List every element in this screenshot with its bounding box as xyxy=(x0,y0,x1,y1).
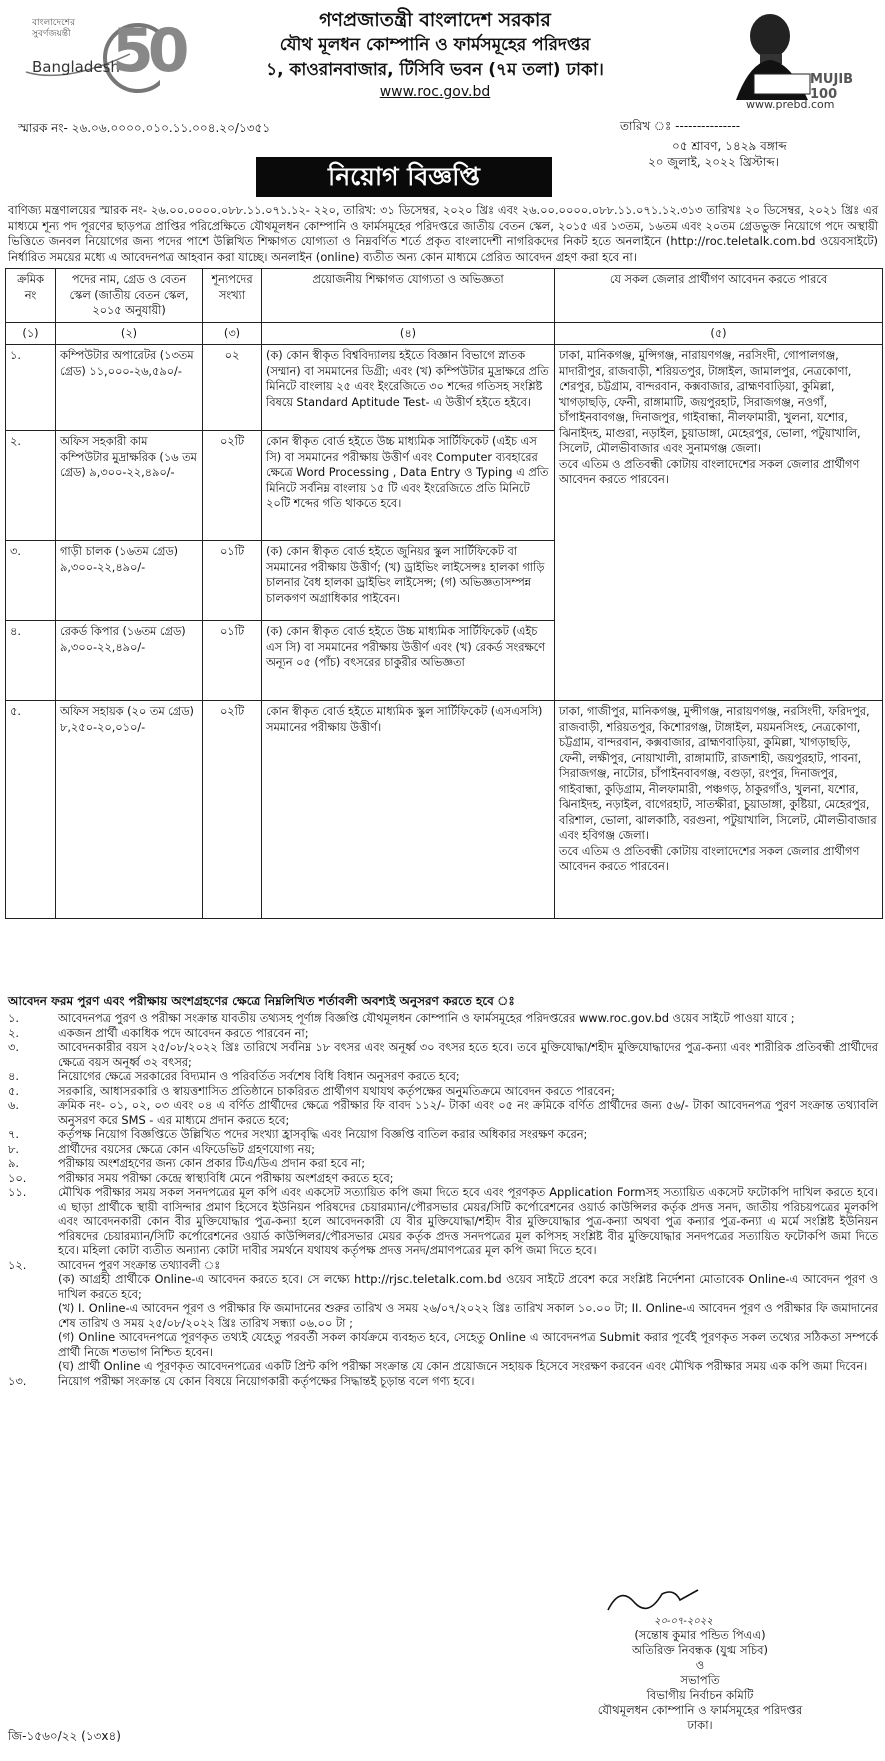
memo-number: স্মারক নং- ২৬.০৬.০০০০.০১০.১১.০০৪.২০/১৩৫১ xyxy=(18,121,271,135)
mujib-badge: MUJIB 100 xyxy=(810,72,854,102)
office-header xyxy=(200,8,670,101)
item-number: ৬. xyxy=(8,1098,20,1112)
list-item xyxy=(8,1156,878,1171)
quota-note: তবে এতিম ও প্রতিবন্ধী কোটায় বাংলাদেশের সকল জেলার প্রার্থীগণ আবেদন করতে পারবেন। xyxy=(559,844,860,873)
item-number xyxy=(8,1330,58,1359)
item-text: (গ) Online আবেদনপত্রে পূরণকৃত তথ্যই যেহেতু পরবর্তী সকল কার্যক্রমে ব্যবহৃত হবে, সেহেতু Online এ আবেদনপত্র Submit করার পূর্বেই পূরণকৃত সকল তথ্যের সঠিকতা সম্পর্কে প্রার্থী নিজে শতভাগ নিশ্চিত হবেন। xyxy=(58,1330,878,1359)
item-number: ৭. xyxy=(8,1127,20,1141)
item-text: আবেদনকারীর বয়স ২৫/০৮/২০২২ খ্রিঃ তারিখে সর্বনিম্ন ১৮ বৎসর এবং অনূর্ধ্ব ৩০ বৎসর হতে হবে। তবে মুক্তিযোদ্ধা/শহীদ মুক্তিযোদ্ধাদের পুত্র-কন্যা এবং শারীরিক প্রতিবন্ধী প্রার্থীদের ক্ষেত্রে বয়স অনূর্ধ্ব ৩২ বৎসর; xyxy=(58,1040,878,1069)
item-number: ১. xyxy=(8,1011,20,1025)
date-english: ২০ জুলাই, ২০২২ খ্রিস্টাব্দ। xyxy=(648,155,779,169)
item-text: (ঘ) প্রার্থী Online এ পূরণকৃত আবেদনপত্রের একটি প্রিন্ট কপি পরীক্ষা সংক্রান্ত যে কোন প্রয়োজনে সহায়ক হিসেবে সংরক্ষণ করবেন এবং মৌখিক পরীক্ষার সময় এক কপি জমা দিবেন। xyxy=(58,1359,868,1373)
list-item xyxy=(8,1185,878,1258)
item-number: ১১. xyxy=(8,1185,27,1199)
office-address: ১, কাওরানবাজার, টিসিবি ভবন (৭ম তলা) ঢাকা। xyxy=(266,60,604,80)
signatory-role: সভাপতি xyxy=(680,1673,720,1687)
list-item xyxy=(8,1272,878,1301)
signature-office: যৌথমূলধন কোম্পানি ও ফার্মসমূহের পরিদপ্তর xyxy=(597,1703,803,1717)
item-number xyxy=(8,1359,58,1374)
post-cell: রেকর্ড কিপার (১৬তম গ্রেড) ৯,৩০০-২২,৪৯০/- xyxy=(56,621,203,701)
item-number: ৮. xyxy=(8,1141,20,1156)
item-text: নিয়োগ পরীক্ষা সংক্রান্ত যে কোন বিষয়ে নিয়োগকারী কর্তৃপক্ষের সিদ্ধান্তই চূড়ান্ত বলে গণ্য হবে। xyxy=(58,1373,475,1388)
post-cell: গাড়ী চালক (১৬তম গ্রেড) ৯,৩০০-২২,৪৯০/- xyxy=(56,541,203,621)
serial-cell: ১. xyxy=(6,345,56,431)
vacancy-count-cell: ০২টি xyxy=(203,701,262,919)
post-cell: অফিস সহকারী কাম কম্পিউটার মুদ্রাক্ষরিক (১৬ তম গ্রেড) ৯,৩০০-২২,৪৯০/- xyxy=(56,431,203,541)
list-item xyxy=(8,1098,878,1127)
watermark-site: www.prebd.com xyxy=(746,98,835,111)
column-number: (৩) xyxy=(203,322,262,345)
item-text: প্রার্থীদের বয়সের ক্ষেত্রে কোন এফিডেভিট গ্রহণযোগ্য নয়; xyxy=(58,1141,316,1156)
serial-cell: ৪. xyxy=(6,621,56,701)
table-numbering-row xyxy=(6,322,883,345)
logo-number: 50 xyxy=(112,16,184,86)
districts-list: ঢাকা, গাজীপুর, মানিকগঞ্জ, মুন্সীগঞ্জ, নারায়ণগঞ্জ, নরসিংদী, ফরিদপুর, রাজবাড়ী, শরিয়তপুর, কিশোরগঞ্জ, টাঙ্গাইল, ময়মনসিংহ, নেত্রকোণা, চট্টগ্রাম, বান্দরবান, কক্সবাজার, ব্রাহ্মণবাড়িয়া, কুমিল্লা, খাগড়াছড়ি, ফেনী, লক্ষীপুর, নোয়াখালী, রাঙ্গামাটি, রাজশাহী, জয়পুরহাট, পাবনা, সিরাজগঞ্জ, নাটোর, চাঁপাইনবাবগঞ্জ, বগুড়া, রংপুর, দিনাজপুর, গাইবান্ধা, কুড়িগ্রাম, নীলফামারী, পঞ্চগড়, ঠাকুরগাঁও, খুলনা, যশোর, ঝিনাইদহ, নড়াইল, বাগেরহাট, সাতক্ষীরা, চুয়াডাঙ্গা, কুষ্টিয়া, মেহেরপুর, বরিশাল, ভোলা, ঝালকাঠি, বরগুনা, পটুয়াখালি, সিলেট, মৌলভীবাজার এবং হবিগঞ্জ জেলা। xyxy=(559,705,877,842)
districts-list: ঢাকা, মানিকগঞ্জ, মুন্সিগঞ্জ, নারায়ণগঞ্জ, নরসিংদী, গোপালগঞ্জ, মাদারীপুর, রাজবাড়ী, শরিয়তপুর, টাঙ্গাইল, জামালপুর, নেত্রকোণা, শেরপুর, চট্টগ্রাম, বান্দরবান, কক্সবাজার, ব্রাহ্মণবাড়িয়া, কুমিল্লা, খাগড়াছড়ি, ফেনী, রাঙ্গামাটি, জয়পুরহাট, সিরাজগঞ্জ, নওগাঁ, চাঁপাইনবাবগঞ্জ, দিনাজপুর, গাইবান্ধা, নীলফামারী, খুলনা, যশোর, ঝিনাইদহ, মাগুরা, নড়াইল, চুয়াডাঙ্গা, মেহেরপুর, ভোলা, পটুয়াখালি, সিলেট, মৌলভীবাজার এবং সুনামগঞ্জ জেলা। xyxy=(559,349,861,455)
list-item xyxy=(8,1301,878,1330)
column-number: (১) xyxy=(6,322,56,345)
qualification-cell: (ক) কোন স্বীকৃত বিশ্ববিদ্যালয় হইতে বিজ্ঞান বিভাগে স্নাতক (সম্মান) বা সমমানের ডিগ্রী; এবং (খ) কম্পিউটার মুদ্রাক্ষরে প্রতি মিনিটে বাংলায় ২৫ এবং ইংরেজিতে ৩০ শব্দের গতিসহ সংশ্লিষ্ট বিষয়ে Standard Aptitude Test- এ উত্তীর্ণ হইতে হইবে। xyxy=(262,345,555,431)
date-bangla: ০৫ শ্রাবণ, ১৪২৯ বঙ্গাব্দ xyxy=(672,139,787,153)
vacancy-table xyxy=(5,268,883,919)
list-item xyxy=(8,1171,878,1186)
eligible-districts-cell xyxy=(555,701,883,919)
post-cell: অফিস সহায়ক (২০ তম গ্রেড) ৮,২৫০-২০,০১০/- xyxy=(56,701,203,919)
print-code: জি-১৫৬০/২২ (১৩x৪) xyxy=(8,1729,121,1743)
list-item xyxy=(8,1258,878,1273)
column-number: (৪) xyxy=(262,322,555,345)
vacancy-count-cell: ০২ xyxy=(203,345,262,431)
item-number xyxy=(8,1301,58,1330)
item-number: ১৩. xyxy=(8,1373,27,1388)
item-text: পরীক্ষায় অংশগ্রহণের জন্য কোন প্রকার টিএ/ডিএ প্রদান করা হবে না; xyxy=(58,1156,366,1170)
item-number: ৩. xyxy=(8,1040,20,1054)
serial-cell: ৩. xyxy=(6,541,56,621)
column-number: (২) xyxy=(56,322,203,345)
list-item xyxy=(8,1084,878,1099)
vacancy-count-cell: ০১টি xyxy=(203,621,262,701)
mujib-100-logo xyxy=(690,10,870,115)
signature-and: ও xyxy=(695,1658,705,1672)
header-cell: পদের নাম, গ্রেড ও বেতন স্কেল (জাতীয় বেতন স্কেল, ২০১৫ অনুযায়ী) xyxy=(56,269,203,323)
logo-country: Bangladesh xyxy=(32,58,120,76)
serial-cell: ৫. xyxy=(6,701,56,919)
conditions-list xyxy=(8,1011,878,1388)
notice-title: নিয়োগ বিজ্ঞপ্তি xyxy=(256,157,552,197)
table-row xyxy=(6,701,883,919)
header-cell: শূন্যপদের সংখ্যা xyxy=(203,269,262,323)
item-text: একজন প্রার্থী একাধিক পদে আবেদন করতে পারবেন না; xyxy=(58,1025,309,1040)
signature-date: ২০-০৭-২০২২ xyxy=(654,1616,713,1627)
item-text: ক্রমিক নং- ০১, ০২, ০৩ এবং ০৪ এ বর্ণিত প্রার্থীদের ক্ষেত্রে পরীক্ষার ফি বাবদ ১১২/- টাকা এবং ০৫ নং ক্রমিকে বর্ণিত প্রার্থীদের জন্য ৫৬/- টাকা আবেদনপত্র পুরণ সংক্রান্ত তথ্যাবলি অনুসরণ করে SMS - এর মাধ্যমে প্রদান করতে হবে; xyxy=(58,1098,878,1127)
header-cell: যে সকল জেলার প্রার্থীগণ আবেদন করতে পারবে xyxy=(555,269,883,323)
item-text: কর্তৃপক্ষ নিয়োগ বিজ্ঞপ্তিতে উল্লিখিত পদের সংখ্যা হ্রাসবৃদ্ধি এবং নিয়োগ বিজ্ঞপ্তি বাতিল করার অধিকার সংরক্ষণ করেন; xyxy=(58,1127,588,1141)
table-row xyxy=(6,345,883,431)
golden-jubilee-logo xyxy=(20,14,184,94)
table-header-row xyxy=(6,269,883,323)
signatory-name: (সন্তোষ কুমার পন্ডিত পিএএ) xyxy=(634,1628,766,1642)
signature-block xyxy=(540,1628,860,1733)
conditions-title: আবেদন ফরম পুরণ এবং পরীক্ষায় অংশগ্রহণের ক্ষেত্রে নিম্নলিখিত শর্তাবলী অবশ্যই অনুসরণ করতে হবে ঃ xyxy=(8,994,515,1008)
item-text: আবেদন পুরণ সংক্রান্ত তথ্যাবলী ঃ xyxy=(58,1257,221,1272)
list-item xyxy=(8,1011,878,1026)
eligible-districts-cell xyxy=(555,345,883,701)
list-item xyxy=(8,1127,878,1142)
govt-name: গণপ্রজাতন্ত্রী বাংলাদেশ সরকার xyxy=(319,9,551,31)
item-number: ৯. xyxy=(8,1156,20,1170)
list-item xyxy=(8,1069,878,1084)
column-number: (৫) xyxy=(555,322,883,345)
signatory-designation: অতিরিক্ত নিবন্ধক (যুগ্ম সচিব) xyxy=(632,1643,768,1657)
item-number: ৫. xyxy=(8,1083,20,1098)
item-number: ১০. xyxy=(8,1170,27,1185)
post-cell: কম্পিউটার অপারেটর (১৩তম গ্রেড) ১১,০০০-২৬,৫৯০/- xyxy=(56,345,203,431)
date-label: তারিখ ঃ --------------- xyxy=(620,119,741,133)
serial-cell: ২. xyxy=(6,431,56,541)
list-item xyxy=(8,1142,878,1157)
item-text: (ক) আগ্রহী প্রার্থীকে Online-এ আবেদন করতে হবে। সে লক্ষ্যে http://rjsc.teletalk.com.bd ওয়েব সাইটে প্রবেশ করে সংশ্লিষ্ট নির্দেশনা মোতাবেক Online-এ আবেদন পূরণ ও দাখিল করতে হবে; xyxy=(58,1272,878,1301)
qualification-cell: কোন স্বীকৃত বোর্ড হইতে মাধ্যমিক স্কুল সার্টিফিকেট (এসএসসি) সমমানের পরীক্ষায় উত্তীর্ণ। xyxy=(262,701,555,919)
item-text: নিয়োগের ক্ষেত্রে সরকারের বিদ্যমান ও পরিবর্তিত সর্বশেষ বিধি বিধান অনুসরণ করতে হবে; xyxy=(58,1069,460,1083)
item-text: (খ) I. Online-এ আবেদন পূরণ ও পরীক্ষার ফি জমাদানের শুরুর তারিখ ও সময় ২৬/০৭/২০২২ খ্রিঃ তারিখ সকাল ১০.০০ টা; II. Online-এ আবেদন পূরণ ও পরীক্ষার ফি জমাদানের শেষ তারিখ ও সময় ২৫/০৮/২০২২ খ্রিঃ তারিখ সন্ধ্যা ০৬.০০ টা ; xyxy=(58,1301,878,1330)
office-name: যৌথ মূলধন কোম্পানি ও ফার্মসমূহের পরিদপ্তর xyxy=(279,35,591,55)
item-number: ১২. xyxy=(8,1257,27,1272)
header-cell: ক্রমিক নং xyxy=(6,269,56,323)
intro-paragraph: বাণিজ্য মন্ত্রণালয়ের স্মারক নং- ২৬.০০.০০০০.০৮৮.১১.০৭১.১২- ২২০, তারিখ: ৩১ ডিসেম্বর, ২০২০ খ্রিঃ এবং ২৬.০০.০০০০.০৮৮.১১.০৭১.১২.৩১৩ তারিখঃ ২০ ডিসেম্বর, ২০২১ খ্রিঃ এর মাধ্যমে শূন্য পদ পূরণের ছাড়পত্র প্রাপ্তির পরিপ্রেক্ষিতে যৌথমূলধন কোম্পানি ও ফার্মসমূহের পরিদপ্তরে জাতীয় বেতন স্কেল, ২০১৫ এর ১৩তম, ১৬তম এবং ২০তম গ্রেডভুক্ত নিয়োগে পদে অস্থায়ী ভিত্তিতে জনবল নিয়োগের জন্য পদের পাশে উল্লিখিত শিক্ষাগত যোগ্যতা ও নিম্নবর্ণিত শর্তে প্রকৃত বাংলাদেশী নাগরিকদের নিকট হতে অনলাইনে (http://roc.teletalk.com.bd ওয়েবসাইটে) নির্ধারিত সময়ের মধ্যে এ আবেদনপত্র আহবান করা যাচ্ছে। অনলাইন (online) ব্যতীত অন্য কোন মাধ্যমে প্রেরিত আবেদন গ্রহণ করা হবে না। xyxy=(8,203,878,264)
item-text: সরকারি, আধাসরকারি ও স্বায়ত্তশাসিত প্রতিষ্ঠানে চাকরিরত প্রার্থীগণ যথাযথ কর্তৃপক্ষের অনুমতিক্রমে আবেদন করতে পারবেন; xyxy=(58,1083,615,1098)
signature-city: ঢাকা। xyxy=(687,1718,713,1732)
quota-note: তবে এতিম ও প্রতিবন্ধী কোটায় বাংলাদেশের সকল জেলার প্রার্থীগণ আবেদন করতে পারবেন। xyxy=(559,457,860,486)
list-item xyxy=(8,1359,878,1374)
list-item xyxy=(8,1374,878,1389)
vacancy-count-cell: ০২টি xyxy=(203,431,262,541)
logo-caption: বাংলাদেশের সুবর্ণজয়ন্তী xyxy=(32,18,76,39)
vacancy-count-cell: ০১টি xyxy=(203,541,262,621)
item-text: মৌখিক পরীক্ষার সময় সকল সনদপত্রের মূল কপি এবং একসেট সত্যায়িত কপি জমা দিতে হবে এবং পূরণকৃত Application Formসহ সত্যায়িত একসেট ফটোকপি দাখিল করতে হবে। এ ছাড়া প্রার্থীকে স্থায়ী বাসিন্দার প্রমাণ হিসেবে ইউনিয়ন পরিষদের চেয়ারম্যান/পৌরসভার মেয়র/সিটি কর্পোরেশনের ওয়ার্ড কাউন্সিলর কর্তৃক প্রদত্ত সনদ, জাতীয় পরিচয়পত্রের মূলকপি এবং আবেদনকারী কোন বীর মুক্তিযোদ্ধার পুত্র-কন্যা হলে আবেদনকারী যে বীর মুক্তিযোদ্ধা/শহীদ বীর মুক্তিযোদ্ধার পুত্র-কন্যা অথবা পুত্র কন্যার পুত্র-কন্যা এ মর্মে সংশ্লিষ্ট ইউনিয়ন পরিষদের চেয়ারম্যান/সিটি কর্পোরেশনের ওয়ার্ড কাউন্সিলর/পৌরসভার মেয়র কর্তৃক প্রদত্ত সনদপত্রের মূল কপিসহ সংশ্লিষ্ট বীর মুক্তিযোদ্ধার সনদপত্রের সত্যায়িত ফটোকপি জমা দিতে হবে। মহিলা কোটা ব্যতীত অন্যান্য কোটা দাবীর সমর্থনে যথাযথ কর্তৃপক্ষ প্রদত্ত সনদ/প্রমাণপত্রের মূল কপি জমা দিতে হবে। xyxy=(58,1185,878,1257)
office-website-link[interactable]: www.roc.gov.bd xyxy=(379,84,491,100)
item-number: ৪. xyxy=(8,1069,20,1083)
committee-name: বিভাগীয় নির্বাচন কমিটি xyxy=(646,1688,754,1702)
qualification-cell: (ক) কোন স্বীকৃত বোর্ড হইতে জুনিয়র স্কুল সার্টিফিকেট বা সমমানের পরীক্ষায় উত্তীর্ণ; (খ) ড্রাইভিং লাইসেন্সঃ হালকা গাড়ি চালনার বৈধ হালকা ড্রাইভিং লাইসেন্স; (গ) অভিজ্ঞতাসম্পন্ন চালকগণ অগ্রাধিকার পাইবেন। xyxy=(262,541,555,621)
header-cell: প্রয়োজনীয় শিক্ষাগত যোগ্যতা ও অভিজ্ঞতা xyxy=(262,269,555,323)
list-item xyxy=(8,1040,878,1069)
list-item xyxy=(8,1026,878,1041)
list-item xyxy=(8,1330,878,1359)
item-number xyxy=(8,1272,58,1301)
qualification-cell: (ক) কোন স্বীকৃত বোর্ড হইতে উচ্চ মাধ্যমিক সার্টিফিকেট (এইচ এস সি) বা সমমানের পরীক্ষায় উত্তীর্ণ এবং (খ) রেকর্ড সংরক্ষণে অন্যূন ০৫ (পাঁচ) বৎসরের চাকুরীর অভিজ্ঞতা xyxy=(262,621,555,701)
item-text: আবেদনপত্র পুরণ ও পরীক্ষা সংক্রান্ত যাবতীয় তথ্যসহ পূর্ণাঙ্গ বিজ্ঞপ্তি যৌথমূলধন কোম্পানি ও ফার্মসমূহের পরিদপ্তরের www.roc.gov.bd ওয়েব সাইটে পাওয়া যাবে ; xyxy=(58,1011,795,1025)
item-number: ২. xyxy=(8,1025,20,1040)
qualification-cell: কোন স্বীকৃত বোর্ড হইতে উচ্চ মাধ্যমিক সার্টিফিকেট (এইচ এস সি) বা সমমানের পরীক্ষায় উত্তীর্ণ এবং Computer ব্যবহারের ক্ষেত্রে Word Processing , Data Entry ও Typing এ প্রতি মিনিটে সর্বনিম্ন বাংলায় ১৫ টি এবং ইংরেজিতে প্রতি মিনিটে ২০টি শব্দের গতি থাকতে হবে। xyxy=(262,431,555,541)
item-text: পরীক্ষার সময় পরীক্ষা কেন্দ্রে স্বাস্থ্যবিধি মেনে পরীক্ষায় অংশগ্রহণ করতে হবে; xyxy=(58,1170,394,1185)
